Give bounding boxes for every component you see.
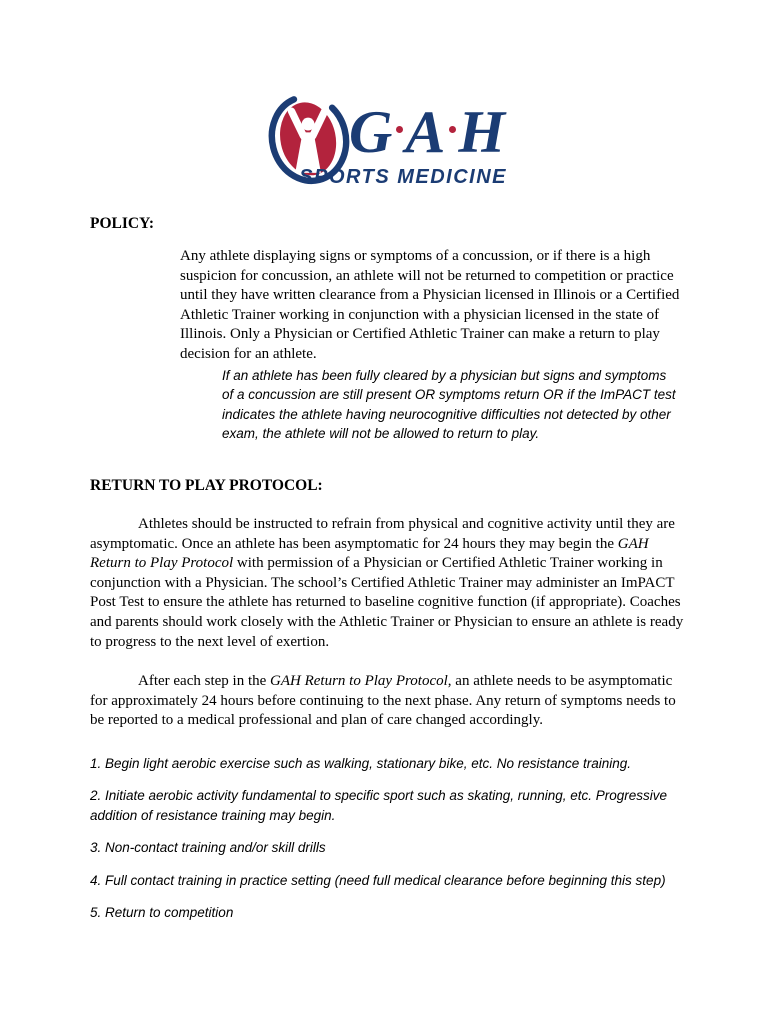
text: , an athlete needs to be asymptomatic for approximately 24 hours before continuing to the next phase. Any return of symptoms needs to be reported to a medical professional and plan of care changed accordingly. xyxy=(90,673,676,729)
protocol-step: 3. Non-contact training and/or skill drills xyxy=(90,840,326,856)
logo-dot-icon xyxy=(449,126,456,133)
text: with permission of a Physician or Certified Athletic Trainer working in conjunction with a Physician. The school’s Certified Athletic Trainer may administer an ImPACT Post Test to ensure the athlete has returned to baseline cognitive function (if appropriate). Coaches and parents should work closely with the Athletic Trainer or Physician to ensure an athlete is ready to progress to the next level of exertion. xyxy=(90,555,684,650)
logo-letter: A xyxy=(405,99,448,165)
logo-subtitle: SPORTS MEDICINE xyxy=(299,166,508,188)
italic-text: GAH Return to Play Protocol xyxy=(90,535,649,572)
policy-paragraph: Any athlete displaying signs or symptoms of a concussion, or if there is a high suspicion for concussion, an athlete will not be returned to competition or practice until they have written clearance from a Physician licensed in Illinois or a Certified Athletic Trainer working in conjunction with a physician licensed in the state of Illinois. Only a Physician or Certified Athletic Trainer can make a return to play decision for an athlete. xyxy=(180,248,680,362)
italic-text: GAH Return to Play Protocol xyxy=(270,673,448,690)
policy-note: If an athlete has been fully cleared by a physician but signs and symptoms of a concussion are still present OR symptoms return OR if the ImPACT test indicates the athlete having neurocognitive difficulties not detected by other exam, the athlete will not be allowed to return to play. xyxy=(222,367,676,442)
logo-dot-icon xyxy=(396,126,403,133)
gah-logo xyxy=(263,86,507,189)
protocol-step: 2. Initiate aerobic activity fundamental to specific sport such as skating, running, etc. Progressive addition of resistance training may begin. xyxy=(90,788,668,823)
logo-wordmark xyxy=(348,99,508,165)
protocol-step: 5. Return to competition xyxy=(90,905,234,921)
protocol-steps xyxy=(90,754,687,923)
text: After each step in the xyxy=(138,673,271,690)
protocol-step: 1. Begin light aerobic exercise such as walking, stationary bike, etc. No resistance training. xyxy=(90,755,632,771)
protocol-paragraph-2 xyxy=(90,672,687,731)
policy-heading: POLICY: xyxy=(90,215,155,232)
logo-letter: G xyxy=(348,99,395,165)
protocol-step: 4. Full contact training in practice setting (need full medical clearance before beginning this step) xyxy=(90,872,666,888)
protocol-paragraph-1 xyxy=(90,515,687,652)
protocol-heading: RETURN TO PLAY PROTOCOL: xyxy=(90,476,323,494)
logo-letter: H xyxy=(458,99,508,165)
text: Athletes should be instructed to refrain from physical and cognitive activity until they are asymptomatic. Once an athlete has been asymptomatic for 24 hours they may begin the xyxy=(90,515,675,552)
